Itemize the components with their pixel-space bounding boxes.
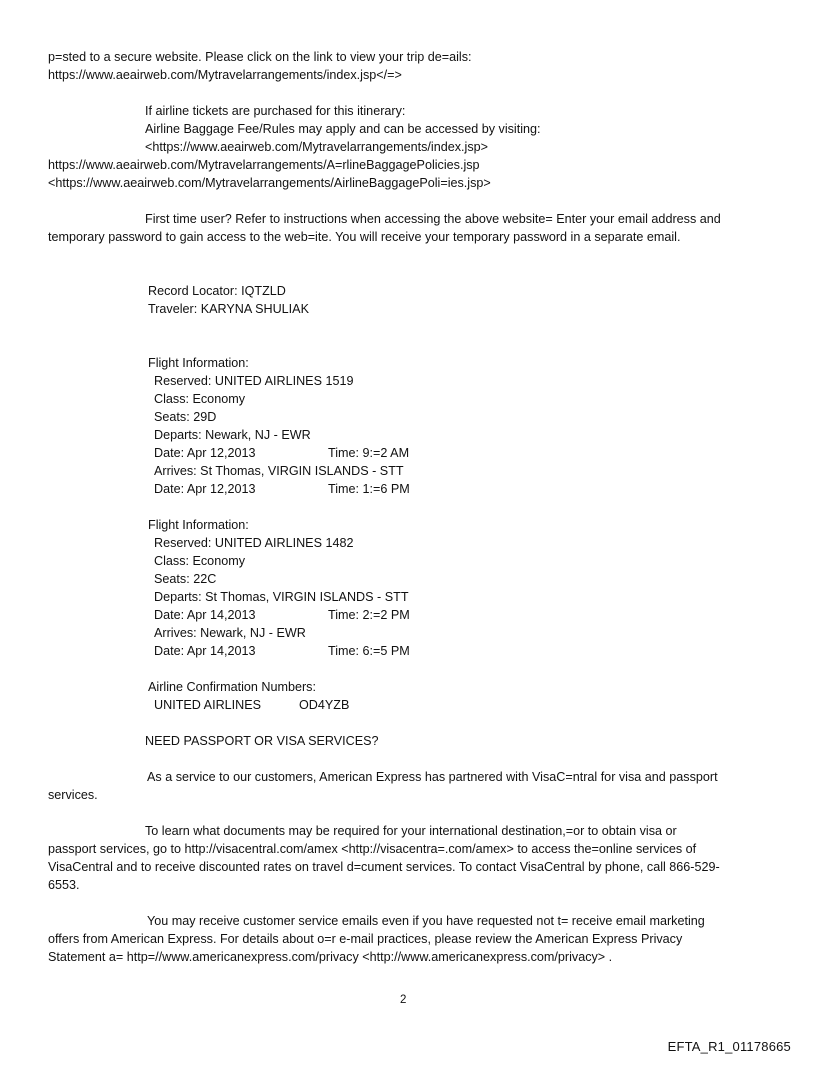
visa-heading: NEED PASSPORT OR VISA SERVICES? [145,734,379,748]
first-time-line-1: First time user? Refer to instructions when accessing the above website= Enter your email address and [145,212,721,226]
baggage-link-2[interactable]: https://www.aeairweb.com/Mytravelarrangements/A=rlineBaggagePolicies.jsp [48,158,480,172]
visa-para2-line3: VisaCentral and to receive discounted rates on travel d=cument services. To contact VisaCentral by phone, call 866-529- [48,860,720,874]
flight-arrival-date: Date: Apr 12,2013 [154,482,256,496]
first-time-line-2: temporary password to gain access to the web=ite. You will receive your temporary password in a separate email. [48,230,681,244]
flight-departure-time: Time: 9:=2 AM [328,446,410,460]
record-locator: Record Locator: IQTZLD [148,284,286,298]
privacy-line-1: You may receive customer service emails even if you have requested not t= receive email marketing [147,914,705,928]
flight-reserved: Reserved: UNITED AIRLINES 1482 [154,536,354,550]
visa-para2-line1: To learn what documents may be required for your international destination,=or to obtain visa or [145,824,677,838]
intro-line-1: p=sted to a secure website. Please click on the link to view your trip de=ails: [48,50,472,64]
baggage-line-1: If airline tickets are purchased for this itinerary: [145,104,406,118]
visa-para1-line1: As a service to our customers, American Express has partnered with VisaC=ntral for visa and passport [147,770,718,784]
flight-departure-date: Date: Apr 14,2013 [154,608,256,622]
flight-header: Flight Information: [148,356,249,370]
privacy-line-3: Statement a= http=//www.americanexpress.com/privacy <http://www.americanexpress.com/privacy> . [48,950,613,964]
flight-departure-date: Date: Apr 12,2013 [154,446,256,460]
baggage-line-2: Airline Baggage Fee/Rules may apply and can be accessed by visiting: [145,122,541,136]
flight-departs: Departs: St Thomas, VIRGIN ISLANDS - STT [154,590,409,604]
flight-arrival-time: Time: 6:=5 PM [328,644,410,658]
traveler-name: Traveler: KARYNA SHULIAK [148,302,309,316]
flight-arrival-time: Time: 1:=6 PM [328,482,410,496]
flight-class: Class: Economy [154,554,245,568]
flight-header: Flight Information: [148,518,249,532]
visa-para2-line2: passport services, go to http://visacentral.com/amex <http://visacentra=.com/amex> to access the=online services of [48,842,697,856]
flight-departure-time: Time: 2:=2 PM [328,608,410,622]
flight-arrival-date: Date: Apr 14,2013 [154,644,256,658]
flight-departs: Departs: Newark, NJ - EWR [154,428,311,442]
flight-arrives: Arrives: Newark, NJ - EWR [154,626,306,640]
intro-link[interactable]: https://www.aeairweb.com/Mytravelarrangements/index.jsp</=> [48,68,402,82]
privacy-line-2: offers from American Express. For details about o=r e-mail practices, please review the American Express Privacy [48,932,683,946]
confirmation-header: Airline Confirmation Numbers: [148,680,316,694]
flight-class: Class: Economy [154,392,245,406]
bates-number: EFTA_R1_01178665 [667,1039,791,1054]
baggage-link-3[interactable]: <https://www.aeairweb.com/Mytravelarrangements/AirlineBaggagePoli=ies.jsp> [48,176,491,190]
flight-seats: Seats: 29D [154,410,217,424]
flight-seats: Seats: 22C [154,572,217,586]
confirmation-airline: UNITED AIRLINES [154,698,262,712]
page-number: 2 [400,994,407,1006]
visa-para1-line2: services. [48,788,98,802]
confirmation-code: OD4YZB [299,698,350,712]
baggage-link-1[interactable]: <https://www.aeairweb.com/Mytravelarrangements/index.jsp> [145,140,488,154]
visa-para2-line4: 6553. [48,878,80,892]
flight-arrives: Arrives: St Thomas, VIRGIN ISLANDS - STT [154,464,404,478]
flight-reserved: Reserved: UNITED AIRLINES 1519 [154,374,354,388]
